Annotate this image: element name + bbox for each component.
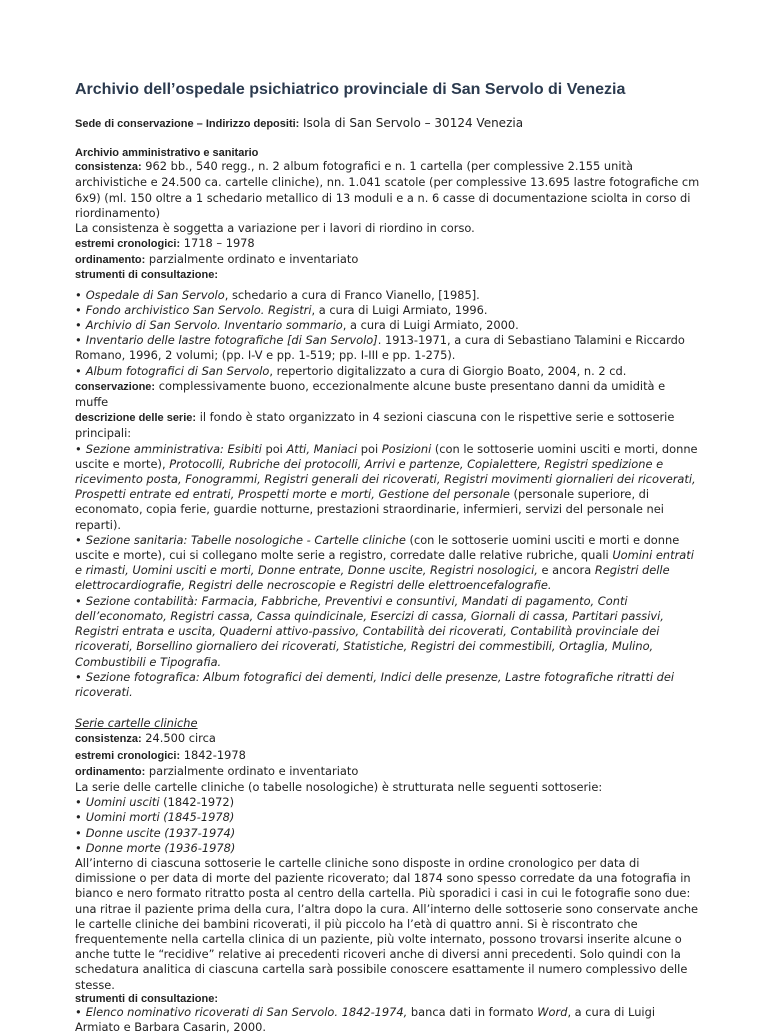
sezione-sanitaria: • Sezione sanitaria: Tabelle nosologiche - Cartelle cliniche (con le sottoserie uomini usciti e morti e donne uscite e morte), cui si collegano molte serie a registro, corredate dalle relative rubriche, quali Uomini entrati e rimasti, Uomini usciti e morti, Donne entrate, Donne uscite, Registri nosologici, e ancora Registri delle elettrocardiografie, Registri delle necroscopie e Registri delle elettroencefalografie. (75, 533, 700, 594)
consistenza-label: consistenza: (75, 161, 142, 174)
list-item: • Ospedale di San Servolo, schedario a cura di Franco Vianello, [1985]. (75, 288, 700, 303)
serie-body: All’interno di ciascuna sottoserie le cartelle cliniche sono disposte in ordine cronologico per data di dimissione o per data di morte del paziente ricoverato; dal 1874 sono spesso corredate da una fotografia in bianco e nero formato ritratto posta al centro della cartella. Più sporadici i casi in cui le fotografie sono due: una ritrae il paziente prima della cura, l’altra dopo la cura. All’interno delle sottoserie sono conservate anche le cartelle cliniche dei bambini ricoverati, il più piccolo ha l’età di quattro anni. Si è riscontrato che frequentemente nella cartella clinica di un paziente, più volte internato, possono trovarsi inserite alcune o anche tutte le “recidive” relative ai precedenti ricoveri anche di diversi anni precedenti. Solo quindi con la schedatura analitica di ciascuna cartella sarà possibile conoscere esattamente il numero complessivo delle stesse. (75, 855, 699, 992)
list-item: • Elenco nominativo ricoverati di San Servolo. 1842-1974, banca dati in formato Word, a cura di Luigi Armiato e Barbara Casarin, 2000. (75, 1005, 700, 1035)
document (75, 80, 700, 1035)
consistenza-text: 962 bb., 540 regg., n. 2 album fotografici e n. 1 cartella (per complessive 2.155 unità archivistiche e 24.500 ca. cartelle cliniche), nn. 1.041 scatole (per complessive 13.695 lastre fotografiche cm 6x9) (ml. 150 oltre a 1 schedario metallico di 13 moduli e a n. 6 casse di documentazione sciolta in corso di riordinamento) (75, 159, 700, 220)
conservazione-line (75, 379, 700, 410)
strumenti-label: strumenti di consultazione: (75, 268, 219, 281)
list-item: • Donne uscite (1937-1974) (75, 826, 700, 841)
archivio-section (75, 147, 700, 700)
serie-estremi-line: estremi cronologici: 1842-1978 (75, 747, 246, 762)
list-item: • Uomini usciti (1842-1972) (75, 795, 700, 810)
list-item: • Uomini morti (1845-1978) (75, 810, 700, 825)
descrizione-text: il fondo è stato organizzato in 4 sezioni ciascuna con le rispettive serie e sottoserie principali: (75, 410, 675, 441)
sede-value: Isola di San Servolo – 30124 Venezia (302, 116, 524, 130)
serie-intro: La serie delle cartelle cliniche (o tabelle nosologiche) è strutturata nelle seguenti sottoserie: (75, 779, 603, 794)
estremi-line (75, 236, 700, 252)
serie-consistenza-line: consistenza: 24.500 circa (75, 731, 216, 746)
descrizione-label: descrizione delle serie: (75, 412, 197, 425)
sede-label: Sede di conservazione – Indirizzo depositi: (75, 118, 300, 130)
serie-ordinamento-line: ordinamento: parzialmente ordinato e inventariato (75, 763, 359, 778)
descrizione-line (75, 410, 700, 441)
archivio-heading: Archivio amministrativo e sanitario (75, 147, 259, 160)
serie-title: Serie cartelle cliniche (75, 716, 198, 731)
ordinamento-line (75, 252, 700, 268)
conservazione-text: complessivamente buono, eccezionalmente alcune buste presentano danni da umidità e muffe (75, 378, 666, 410)
sede-line (75, 116, 700, 132)
consistenza-note: La consistenza è soggetta a variazione per i lavori di riordino in corso. (75, 221, 475, 236)
list-item: • Album fotografici di San Servolo, repertorio digitalizzato a cura di Giorgio Boato, 2004, n. 2 cd. (75, 364, 700, 379)
ordinamento-label: ordinamento: (75, 254, 146, 267)
list-item: • Fondo archivistico San Servolo. Registri, a cura di Luigi Armiato, 1996. (75, 303, 700, 318)
estremi-text: 1718 – 1978 (183, 236, 255, 251)
serie-section (75, 700, 700, 1035)
sezione-contabilita: • Sezione contabilità: Farmacia, Fabbriche, Preventivi e consuntivi, Mandati di pagamento, Conti dell’economato, Registri cassa, Cassa quindicinale, Esercizi di cassa, Giornali di cassa, Partitari passivi, Registri entrata e uscita, Quaderni attivo-passivo, Contabilità dei ricoverati, Contabilità provinciale dei ricoverati, Borsellino giornaliero dei ricoverati, Statistiche, Registri dei commestibili, Ortaglia, Mulino, Combustibili e Tipografia. (75, 594, 700, 670)
sezione-fotografica: • Sezione fotografica: Album fotografici dei dementi, Indici delle presenze, Lastre fotografiche ritratti dei ricoverati. (75, 670, 700, 700)
page-title: Archivio dell’ospedale psichiatrico provinciale di San Servolo di Venezia (75, 81, 626, 98)
consistenza-line (75, 159, 700, 221)
list-item: • Inventario delle lastre fotografiche [di San Servolo]. 1913-1971, a cura di Sebastiano Talamini e Riccardo Romano, 1996, 2 volumi; (pp. I-V e pp. 1-519; pp. I-III e pp. 1-275). (75, 333, 700, 363)
ordinamento-text: parzialmente ordinato e inventariato (148, 252, 359, 267)
strumenti-list (75, 288, 700, 379)
list-item: • Archivio di San Servolo. Inventario sommario, a cura di Luigi Armiato, 2000. (75, 318, 700, 333)
conservazione-label: conservazione: (75, 380, 156, 393)
estremi-label: estremi cronologici: (75, 238, 181, 251)
list-item: • Donne morte (1936-1978) (75, 841, 700, 856)
sezione-amministrativa: • Sezione amministrativa: Esibiti poi Atti, Maniaci poi Posizioni (con le sottoserie uomini usciti e morti, donne uscite e morte), Protocolli, Rubriche dei protocolli, Arrivi e partenze, Copialettere, Registri spedizione e ricevimento posta, Fonogrammi, Registri generali dei ricoverati, Registri movimenti giornalieri dei ricoverati, Prospetti entrate ed entrati, Prospetti morte e morti, Gestione del personale (personale superiore, di economato, copia ferie, guardie notturne, prestazioni straordinarie, infermieri, servizi del personale nei reparti). (75, 442, 700, 533)
serie-strumenti-label: strumenti di consultazione: (75, 992, 219, 1005)
